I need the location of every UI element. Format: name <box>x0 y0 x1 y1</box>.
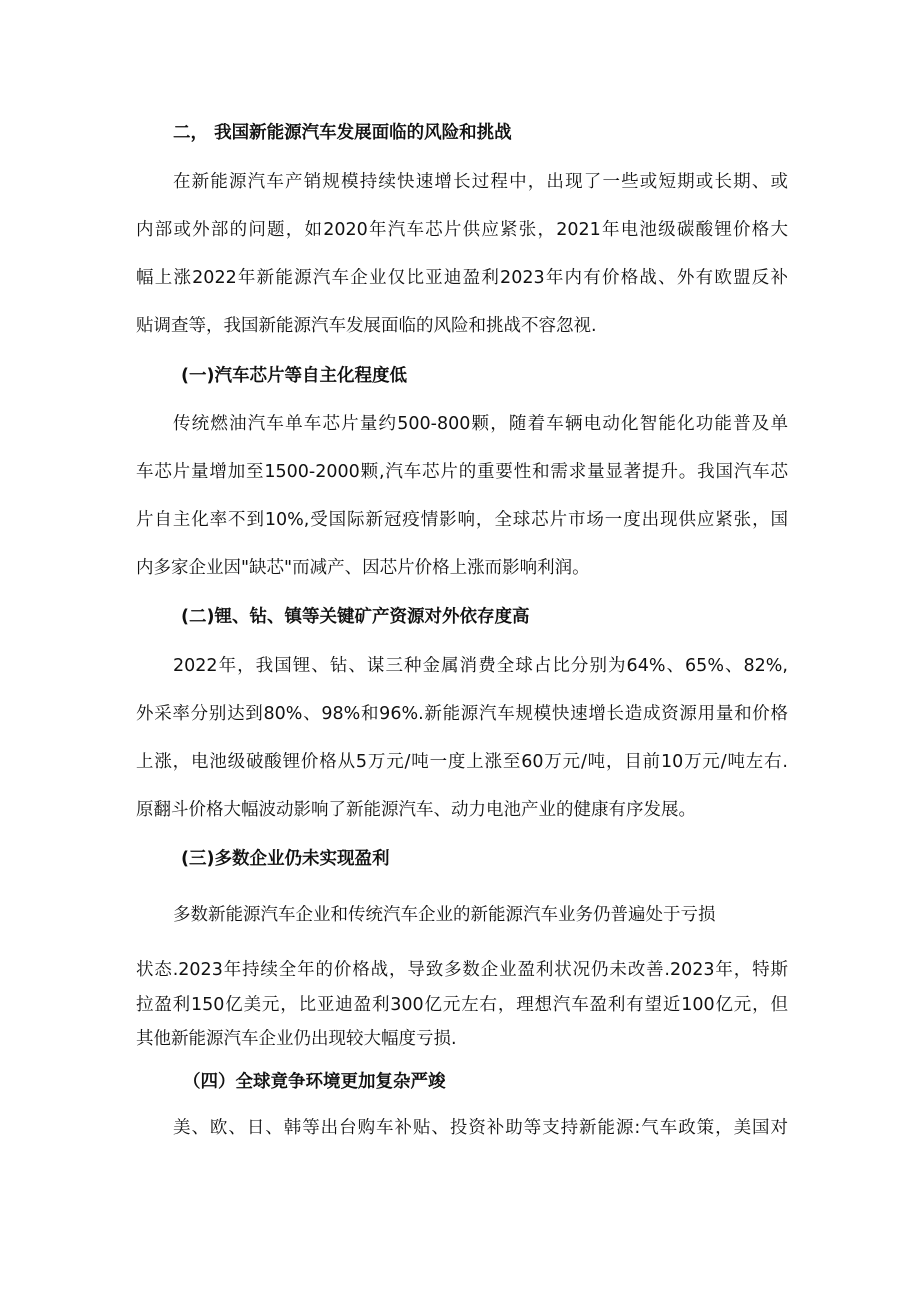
paragraph-line: 外采率分别达到80%、98%和96%.新能源汽车规模快速增长造成资源用量和价格 <box>136 704 788 724</box>
paragraph-line: 在新能源汽车产销规模持续快速增长过程中，出现了一些或短期或长期、或 <box>173 172 788 192</box>
paragraph-line: 美、欧、日、韩等出台购车补贴、投资补助等支持新能源:气车政策，美国对 <box>173 1118 788 1138</box>
subsection-title-3: (三)多数企业仍未实现盈利 <box>181 849 390 869</box>
paragraph-line: 内部或外部的问题，如2020年汽车芯片供应紧张，2021年电池级碳酸锂价格大 <box>136 220 788 240</box>
paragraph-line: 片自主化率不到10%,受国际新冠疫情影响，全球芯片市场一度出现供应紧张，国 <box>136 510 788 530</box>
subsection-title-4: （四）全球竟争环境更加复杂严竣 <box>183 1072 446 1092</box>
paragraph-line: 其他新能源汽车企业仍出现较大幅度亏损. <box>136 1029 457 1049</box>
paragraph-line: 状态.2023年持续全年的价格战，导致多数企业盈利状况仍未改善.2023年，特斯 <box>136 960 788 980</box>
subsection-title-1: (一)汽车芯片等自主化程度低 <box>181 366 407 386</box>
paragraph-line: 原翻斗价格大幅波动影响了新能源汽车、动力电池产业的健康有序发展。 <box>136 800 696 820</box>
paragraph-line: 拉盈利150亿美元，比亚迪盈利300亿元左右，理想汽车盈利有望近100亿元，但 <box>136 995 788 1015</box>
paragraph-line: 多数新能源汽车企业和传统汽车企业的新能源汽车业务仍普遍处于亏损 <box>173 905 716 925</box>
paragraph-line: 贴调查等，我国新能源汽车发展面临的风险和挑战不容忽视. <box>136 316 597 336</box>
paragraph-line: 2022年，我国锂、钻、谋三种金属消费全球占比分别为64%、65%、82%, <box>173 656 788 676</box>
paragraph-line: 幅上涨2022年新能源汽车企业仅比亚迪盈利2023年内有价格战、外有欧盟反补 <box>136 268 788 288</box>
paragraph-line: 上涨，电池级破酸锂价格从5万元/吨一度上涨至60万元/吨，目前10万元/吨左右. <box>136 752 788 772</box>
subsection-title-2: (二)锂、钻、镇等关键矿产资源对外依存度高 <box>181 607 530 627</box>
section-title: 二， 我国新能源汽车发展面临的风险和挑战 <box>173 123 512 143</box>
paragraph-line: 传统燃油汽车单车芯片量约500-800颗，随着车辆电动化智能化功能普及单 <box>173 414 788 434</box>
paragraph-line: 内多家企业因"缺芯"而减产、因芯片价格上涨而影响利润。 <box>136 558 590 578</box>
paragraph-line: 车芯片量增加至1500-2000颗,汽车芯片的重要性和需求量显著提升。我国汽车芯 <box>136 462 788 482</box>
